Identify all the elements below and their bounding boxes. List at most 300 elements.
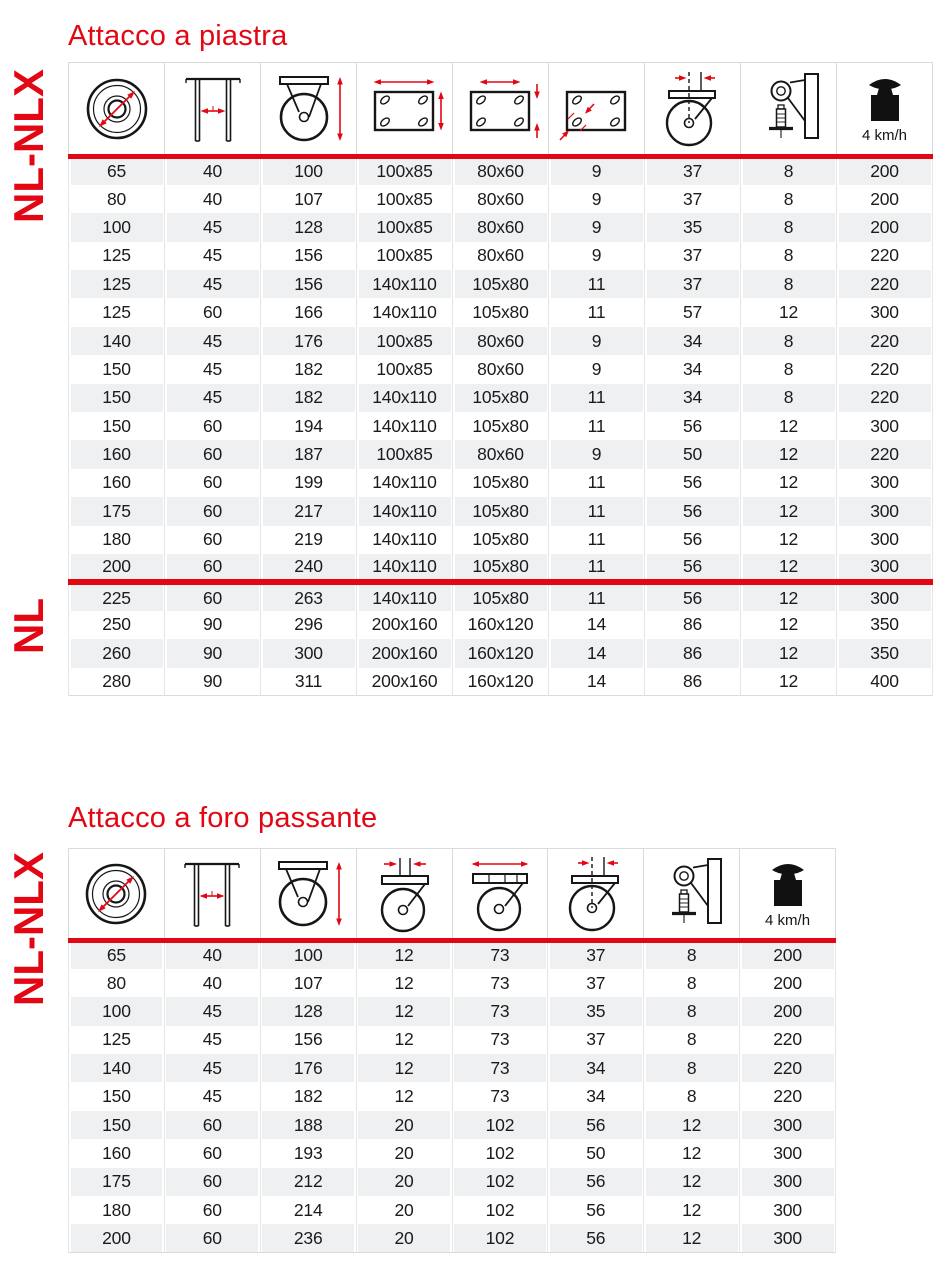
table-cell: 80x60 <box>453 440 549 468</box>
table-row <box>69 384 933 412</box>
speed-label: 4 km/h <box>765 912 811 929</box>
column-wall-bracket <box>644 849 740 941</box>
column-swivel-offset <box>645 63 741 157</box>
table-cell: 160x120 <box>453 639 549 667</box>
table-cell: 140x110 <box>357 469 453 497</box>
plate-attachment-table <box>68 62 933 696</box>
table-cell: 12 <box>741 639 837 667</box>
table-row <box>69 469 933 497</box>
table-cell: 37 <box>548 969 644 997</box>
table-cell: 11 <box>549 412 645 440</box>
table-cell: 12 <box>356 1082 452 1110</box>
bore-table-body <box>69 941 836 1253</box>
table-cell: 45 <box>164 997 260 1025</box>
table-cell: 140x110 <box>357 582 453 610</box>
table-cell: 140x110 <box>357 526 453 554</box>
table-row <box>69 242 933 270</box>
table-cell: 8 <box>741 157 837 185</box>
table-cell: 156 <box>261 270 357 298</box>
table-cell: 73 <box>452 1026 548 1054</box>
bolt-hole-spacing-icon <box>458 70 544 148</box>
table-cell: 160 <box>69 1139 165 1167</box>
table-cell: 102 <box>452 1111 548 1139</box>
table-cell: 14 <box>549 668 645 696</box>
table-cell: 219 <box>261 526 357 554</box>
wheel-diameter-icon <box>78 70 156 148</box>
table-row <box>69 1026 836 1054</box>
table-cell: 12 <box>741 582 837 610</box>
table-cell: 180 <box>69 1196 165 1224</box>
table-cell: 60 <box>164 1224 260 1252</box>
table-cell: 73 <box>452 969 548 997</box>
table-cell: 200 <box>740 969 836 997</box>
table-cell: 37 <box>645 270 741 298</box>
table-cell: 125 <box>69 242 165 270</box>
table-row <box>69 1196 836 1224</box>
table-cell: 200 <box>837 157 933 185</box>
table-cell: 199 <box>261 469 357 497</box>
table-cell: 220 <box>837 355 933 383</box>
table-cell: 160 <box>69 469 165 497</box>
table-cell: 86 <box>645 611 741 639</box>
table-row <box>69 1224 836 1252</box>
speed-label: 4 km/h <box>861 127 907 144</box>
header-row <box>69 849 836 941</box>
table-cell: 311 <box>261 668 357 696</box>
table-cell: 80x60 <box>453 327 549 355</box>
table-row <box>69 270 933 298</box>
table-cell: 35 <box>548 997 644 1025</box>
table-cell: 60 <box>164 1111 260 1139</box>
table-cell: 86 <box>645 639 741 667</box>
table-cell: 200x160 <box>357 611 453 639</box>
table-cell: 80x60 <box>453 185 549 213</box>
table-cell: 300 <box>261 639 357 667</box>
column-overall-height <box>260 849 356 941</box>
header-row <box>69 63 933 157</box>
table-cell: 8 <box>644 941 740 969</box>
table-cell: 140 <box>69 327 165 355</box>
table-cell: 200x160 <box>357 668 453 696</box>
table-cell: 9 <box>549 440 645 468</box>
table-cell: 176 <box>260 1054 356 1082</box>
table-cell: 100x85 <box>357 440 453 468</box>
fork-width-icon <box>173 855 251 933</box>
table-cell: 12 <box>644 1111 740 1139</box>
column-bolt-hole-diameter <box>356 849 452 941</box>
table-cell: 90 <box>165 668 261 696</box>
swivel-offset-icon <box>652 69 734 149</box>
table-cell: 40 <box>165 157 261 185</box>
table-cell: 187 <box>261 440 357 468</box>
column-overall-height <box>261 63 357 157</box>
table-cell: 8 <box>644 1082 740 1110</box>
table-cell: 20 <box>356 1139 452 1167</box>
table-cell: 80 <box>69 185 165 213</box>
table-cell: 107 <box>260 969 356 997</box>
table-row <box>69 327 933 355</box>
table-row <box>69 668 933 696</box>
wheel-diameter-icon <box>77 855 155 933</box>
load-capacity-4kmh-icon <box>857 73 913 125</box>
table-cell: 86 <box>645 668 741 696</box>
plate-table-header <box>69 63 933 157</box>
table-cell: 45 <box>164 1082 260 1110</box>
table-cell: 300 <box>740 1111 836 1139</box>
table-cell: 150 <box>69 412 165 440</box>
table-cell: 105x80 <box>453 270 549 298</box>
table-cell: 8 <box>741 384 837 412</box>
table-cell: 12 <box>644 1139 740 1167</box>
table-cell: 100x85 <box>357 185 453 213</box>
table-row <box>69 157 933 185</box>
column-load-capacity <box>837 63 933 157</box>
table-cell: 57 <box>645 298 741 326</box>
table-cell: 12 <box>741 412 837 440</box>
table-cell: 105x80 <box>453 526 549 554</box>
table-cell: 90 <box>165 639 261 667</box>
swivel-offset-icon <box>555 854 637 934</box>
table-cell: 60 <box>164 1139 260 1167</box>
table-cell: 150 <box>69 384 165 412</box>
table-cell: 175 <box>69 497 165 525</box>
table-cell: 214 <box>260 1196 356 1224</box>
table-cell: 9 <box>549 242 645 270</box>
table-cell: 105x80 <box>453 554 549 582</box>
table-cell: 56 <box>645 526 741 554</box>
table-cell: 11 <box>549 270 645 298</box>
table-cell: 56 <box>645 497 741 525</box>
table-cell: 34 <box>645 327 741 355</box>
table-cell: 8 <box>741 270 837 298</box>
table-cell: 105x80 <box>453 384 549 412</box>
table-cell: 194 <box>261 412 357 440</box>
table-row <box>69 355 933 383</box>
table-cell: 45 <box>164 1026 260 1054</box>
table-cell: 11 <box>549 497 645 525</box>
table-cell: 40 <box>164 969 260 997</box>
table-cell: 60 <box>165 469 261 497</box>
table-cell: 60 <box>165 440 261 468</box>
column-bolt-hole-diameter <box>549 63 645 157</box>
table-row <box>69 213 933 241</box>
table-row <box>69 526 933 554</box>
column-wall-bracket <box>741 63 837 157</box>
table-cell: 12 <box>741 611 837 639</box>
table-cell: 300 <box>837 298 933 326</box>
table-cell: 263 <box>261 582 357 610</box>
table-cell: 140x110 <box>357 554 453 582</box>
table-cell: 45 <box>165 355 261 383</box>
table-cell: 20 <box>356 1224 452 1252</box>
table-cell: 65 <box>69 157 165 185</box>
table-cell: 102 <box>452 1139 548 1167</box>
table-cell: 60 <box>165 526 261 554</box>
table-cell: 11 <box>549 526 645 554</box>
table-cell: 125 <box>69 298 165 326</box>
table-cell: 217 <box>261 497 357 525</box>
table-cell: 8 <box>644 1026 740 1054</box>
table-cell: 12 <box>644 1224 740 1252</box>
table-cell: 60 <box>165 554 261 582</box>
table-cell: 11 <box>549 384 645 412</box>
table-cell: 8 <box>741 327 837 355</box>
table-cell: 175 <box>69 1168 165 1196</box>
table-cell: 250 <box>69 611 165 639</box>
table-cell: 73 <box>452 1082 548 1110</box>
table-row <box>69 611 933 639</box>
table-cell: 300 <box>837 497 933 525</box>
table-cell: 188 <box>260 1111 356 1139</box>
table-cell: 60 <box>165 497 261 525</box>
table-cell: 12 <box>741 497 837 525</box>
table-cell: 12 <box>741 469 837 497</box>
table-row <box>69 497 933 525</box>
table-cell: 60 <box>165 298 261 326</box>
table-row <box>69 412 933 440</box>
table-cell: 193 <box>260 1139 356 1167</box>
plate-section-title: Attacco a piastra <box>68 20 288 52</box>
table-cell: 166 <box>261 298 357 326</box>
table-cell: 73 <box>452 941 548 969</box>
table-cell: 80x60 <box>453 213 549 241</box>
table-cell: 150 <box>69 1111 165 1139</box>
table-cell: 200 <box>837 185 933 213</box>
table-cell: 220 <box>837 327 933 355</box>
table-cell: 50 <box>548 1139 644 1167</box>
table-cell: 100 <box>69 997 165 1025</box>
bore-section-title: Attacco a foro passante <box>68 802 378 834</box>
table-cell: 350 <box>837 639 933 667</box>
table-cell: 73 <box>452 1054 548 1082</box>
table-row <box>69 582 933 610</box>
table-cell: 220 <box>837 384 933 412</box>
table-cell: 225 <box>69 582 165 610</box>
table-cell: 350 <box>837 611 933 639</box>
table-cell: 300 <box>837 412 933 440</box>
table-cell: 160 <box>69 440 165 468</box>
table-cell: 20 <box>356 1196 452 1224</box>
table-cell: 50 <box>645 440 741 468</box>
table-cell: 102 <box>452 1224 548 1252</box>
table-cell: 300 <box>837 582 933 610</box>
column-bolt-hole-spacing <box>453 63 549 157</box>
series-label-nl: NL <box>5 598 52 654</box>
fork-width-icon <box>174 70 252 148</box>
table-cell: 8 <box>741 242 837 270</box>
table-cell: 102 <box>452 1168 548 1196</box>
table-cell: 220 <box>740 1026 836 1054</box>
table-cell: 45 <box>165 213 261 241</box>
table-cell: 156 <box>261 242 357 270</box>
table-cell: 300 <box>740 1139 836 1167</box>
table-cell: 8 <box>741 213 837 241</box>
table-cell: 220 <box>837 440 933 468</box>
bore-table-header <box>69 849 836 941</box>
column-swivel-offset <box>548 849 644 941</box>
table-cell: 200 <box>740 997 836 1025</box>
load-capacity-4kmh-icon <box>760 858 816 910</box>
table-cell: 9 <box>549 327 645 355</box>
table-cell: 8 <box>644 997 740 1025</box>
table-cell: 60 <box>165 582 261 610</box>
table-cell: 182 <box>261 384 357 412</box>
table-cell: 300 <box>740 1168 836 1196</box>
table-cell: 14 <box>549 611 645 639</box>
table-cell: 240 <box>261 554 357 582</box>
table-cell: 80x60 <box>453 242 549 270</box>
table-cell: 9 <box>549 213 645 241</box>
table-cell: 100x85 <box>357 242 453 270</box>
table-row <box>69 554 933 582</box>
table-cell: 11 <box>549 298 645 326</box>
table-cell: 100x85 <box>357 213 453 241</box>
table-cell: 12 <box>741 440 837 468</box>
table-cell: 220 <box>837 270 933 298</box>
table-cell: 12 <box>356 1054 452 1082</box>
table-cell: 56 <box>548 1196 644 1224</box>
column-wheel-diameter <box>69 63 165 157</box>
table-cell: 100 <box>69 213 165 241</box>
overall-height-icon <box>268 70 350 148</box>
table-row <box>69 1139 836 1167</box>
table-row <box>69 997 836 1025</box>
wall-bracket-bolt-icon <box>651 854 733 934</box>
table-row <box>69 941 836 969</box>
table-cell: 100x85 <box>357 327 453 355</box>
table-cell: 8 <box>741 185 837 213</box>
table-cell: 140x110 <box>357 298 453 326</box>
series-label-nl-nlx: NL-NLX <box>5 852 52 1006</box>
table-cell: 160x120 <box>453 611 549 639</box>
table-cell: 200 <box>69 1224 165 1252</box>
table-cell: 300 <box>837 554 933 582</box>
table-cell: 12 <box>356 941 452 969</box>
table-cell: 100x85 <box>357 157 453 185</box>
table-cell: 105x80 <box>453 412 549 440</box>
table-cell: 60 <box>164 1168 260 1196</box>
table-cell: 12 <box>644 1196 740 1224</box>
column-fork-width <box>165 63 261 157</box>
table-cell: 73 <box>452 997 548 1025</box>
column-fork-width <box>164 849 260 941</box>
table-cell: 56 <box>645 412 741 440</box>
table-cell: 45 <box>165 327 261 355</box>
column-plate-size <box>357 63 453 157</box>
table-cell: 200 <box>740 941 836 969</box>
table-row <box>69 1082 836 1110</box>
table-cell: 80x60 <box>453 355 549 383</box>
table-cell: 35 <box>645 213 741 241</box>
table-cell: 200 <box>69 554 165 582</box>
table-cell: 105x80 <box>453 497 549 525</box>
table-cell: 12 <box>741 526 837 554</box>
table-cell: 220 <box>837 242 933 270</box>
table-cell: 140x110 <box>357 497 453 525</box>
table-cell: 60 <box>165 412 261 440</box>
table-row <box>69 969 836 997</box>
table-cell: 37 <box>645 242 741 270</box>
table-cell: 105x80 <box>453 582 549 610</box>
table-cell: 102 <box>452 1196 548 1224</box>
table-cell: 40 <box>164 941 260 969</box>
table-cell: 56 <box>548 1224 644 1252</box>
table-cell: 37 <box>645 157 741 185</box>
table-cell: 34 <box>645 355 741 383</box>
table-row <box>69 1111 836 1139</box>
column-plate-diameter <box>452 849 548 941</box>
table-cell: 182 <box>260 1082 356 1110</box>
column-load-capacity <box>740 849 836 941</box>
plate-size-icon <box>362 70 448 148</box>
table-cell: 80 <box>69 969 165 997</box>
column-wheel-diameter <box>69 849 165 941</box>
table-cell: 14 <box>549 639 645 667</box>
table-cell: 140x110 <box>357 384 453 412</box>
table-cell: 182 <box>261 355 357 383</box>
table-cell: 236 <box>260 1224 356 1252</box>
table-cell: 37 <box>548 941 644 969</box>
table-cell: 20 <box>356 1111 452 1139</box>
table-cell: 180 <box>69 526 165 554</box>
table-cell: 45 <box>165 242 261 270</box>
bolt-hole-diameter-icon <box>554 70 640 148</box>
table-cell: 200x160 <box>357 639 453 667</box>
bore-attachment-table <box>68 848 836 1253</box>
table-cell: 56 <box>645 469 741 497</box>
table-cell: 45 <box>164 1054 260 1082</box>
table-cell: 9 <box>549 355 645 383</box>
table-cell: 12 <box>741 554 837 582</box>
table-cell: 125 <box>69 1026 165 1054</box>
table-cell: 300 <box>837 469 933 497</box>
bolt-hole-diameter-icon <box>363 854 445 934</box>
table-cell: 34 <box>645 384 741 412</box>
table-cell: 296 <box>261 611 357 639</box>
table-cell: 100x85 <box>357 355 453 383</box>
table-row <box>69 1168 836 1196</box>
table-cell: 45 <box>165 270 261 298</box>
table-cell: 260 <box>69 639 165 667</box>
table-cell: 56 <box>548 1168 644 1196</box>
series-label-nl-nlx: NL-NLX <box>5 69 52 223</box>
table-cell: 12 <box>644 1168 740 1196</box>
overall-height-icon <box>267 855 349 933</box>
table-cell: 280 <box>69 668 165 696</box>
table-cell: 140x110 <box>357 270 453 298</box>
table-cell: 56 <box>645 582 741 610</box>
table-cell: 11 <box>549 582 645 610</box>
table-cell: 300 <box>740 1224 836 1252</box>
table-cell: 9 <box>549 157 645 185</box>
plate-diameter-icon <box>459 854 541 934</box>
table-cell: 300 <box>837 526 933 554</box>
table-row <box>69 639 933 667</box>
table-cell: 140 <box>69 1054 165 1082</box>
table-cell: 176 <box>261 327 357 355</box>
table-row <box>69 1054 836 1082</box>
table-cell: 200 <box>837 213 933 241</box>
table-cell: 34 <box>548 1054 644 1082</box>
table-cell: 12 <box>356 1026 452 1054</box>
plate-table-body-nl-nlx <box>69 157 933 583</box>
table-row <box>69 440 933 468</box>
table-cell: 220 <box>740 1082 836 1110</box>
table-cell: 12 <box>741 298 837 326</box>
table-cell: 11 <box>549 554 645 582</box>
table-cell: 150 <box>69 1082 165 1110</box>
table-cell: 8 <box>741 355 837 383</box>
